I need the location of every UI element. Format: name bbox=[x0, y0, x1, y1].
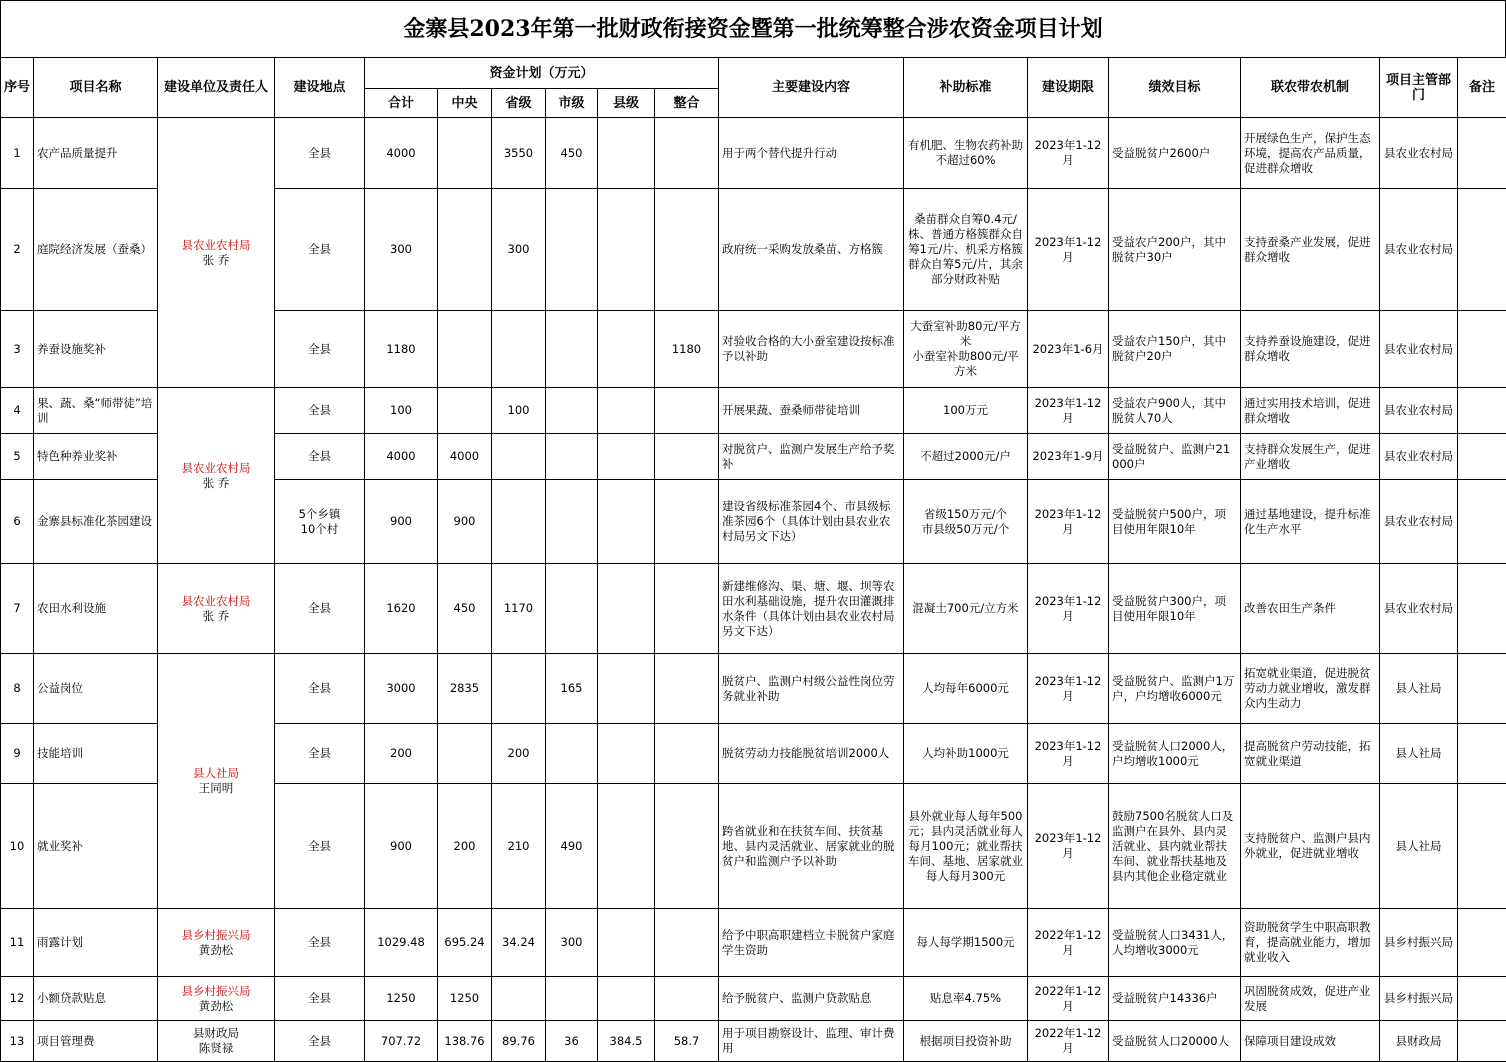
cell-county bbox=[598, 118, 655, 189]
cell-total: 4000 bbox=[365, 434, 438, 480]
cell-city bbox=[546, 388, 598, 434]
cell-central: 900 bbox=[438, 480, 492, 564]
cell-standard: 混凝土700元/立方米 bbox=[904, 564, 1028, 654]
cell-seq: 3 bbox=[1, 311, 34, 388]
header-name: 项目名称 bbox=[34, 58, 158, 118]
header-location: 建设地点 bbox=[275, 58, 365, 118]
cell-content: 用于两个替代提升行动 bbox=[719, 118, 904, 189]
cell-total: 200 bbox=[365, 724, 438, 784]
cell-period: 2023年1-12月 bbox=[1028, 784, 1109, 909]
cell-total: 1250 bbox=[365, 977, 438, 1021]
unit-person: 王同明 bbox=[198, 781, 234, 795]
unit-org: 县乡村振兴局 bbox=[181, 983, 251, 998]
cell-name: 金寨县标准化茶园建设 bbox=[34, 480, 158, 564]
cell-location: 全县 bbox=[275, 1021, 365, 1062]
cell-dept: 县农业农村局 bbox=[1380, 388, 1458, 434]
cell-period: 2023年1-12月 bbox=[1028, 118, 1109, 189]
cell-county bbox=[598, 388, 655, 434]
cell-seq: 11 bbox=[1, 909, 34, 977]
cell-dept: 县人社局 bbox=[1380, 724, 1458, 784]
cell-name: 庭院经济发展（蚕桑） bbox=[34, 189, 158, 311]
cell-content: 脱贫户、监测户村级公益性岗位劳务就业补助 bbox=[719, 654, 904, 724]
cell-unit bbox=[158, 388, 275, 564]
cell-note bbox=[1458, 654, 1506, 724]
cell-central: 4000 bbox=[438, 434, 492, 480]
unit-org: 县人社局 bbox=[193, 766, 239, 780]
header-total: 合计 bbox=[365, 89, 438, 118]
unit-person: 张 乔 bbox=[202, 608, 230, 623]
cell-mechanism: 资助脱贫学生中职高职教育，提高就业能力，增加就业收入 bbox=[1241, 909, 1380, 977]
cell-content: 给予脱贫户、监测户贷款贴息 bbox=[719, 977, 904, 1021]
cell-content: 给予中职高职建档立卡脱贫户家庭学生资助 bbox=[719, 909, 904, 977]
cell-note bbox=[1458, 118, 1506, 189]
cell-standard: 人均每年6000元 bbox=[904, 654, 1028, 724]
cell-content: 建设省级标准茶园4个、市县级标准茶园6个（具体计划由县农业农村局另文下达） bbox=[719, 480, 904, 564]
cell-integrated bbox=[655, 654, 719, 724]
cell-mechanism: 提高脱贫户劳动技能，拓宽就业渠道 bbox=[1241, 724, 1380, 784]
cell-central: 1250 bbox=[438, 977, 492, 1021]
cell-province: 34.24 bbox=[492, 909, 546, 977]
cell-content: 脱贫劳动力技能脱贫培训2000人 bbox=[719, 724, 904, 784]
cell-city bbox=[546, 564, 598, 654]
cell-total: 1180 bbox=[365, 311, 438, 388]
cell-total: 300 bbox=[365, 189, 438, 311]
header-integrated: 整合 bbox=[655, 89, 719, 118]
cell-total: 4000 bbox=[365, 118, 438, 189]
unit-person: 黄劲松 bbox=[198, 942, 234, 957]
header-seq: 序号 bbox=[1, 58, 34, 118]
cell-note bbox=[1458, 311, 1506, 388]
cell-total: 900 bbox=[365, 480, 438, 564]
cell-location: 5个乡镇 10个村 bbox=[275, 480, 365, 564]
cell-seq: 9 bbox=[1, 724, 34, 784]
cell-seq: 10 bbox=[1, 784, 34, 909]
header-mechanism: 联农带农机制 bbox=[1241, 58, 1380, 118]
cell-period: 2023年1-12月 bbox=[1028, 388, 1109, 434]
cell-mechanism: 改善农田生产条件 bbox=[1241, 564, 1380, 654]
cell-central: 2835 bbox=[438, 654, 492, 724]
cell-county: 384.5 bbox=[598, 1021, 655, 1062]
cell-integrated bbox=[655, 564, 719, 654]
cell-dept: 县乡村振兴局 bbox=[1380, 977, 1458, 1021]
cell-goal: 受益农户150户，其中脱贫户20户 bbox=[1109, 311, 1241, 388]
cell-name: 公益岗位 bbox=[34, 654, 158, 724]
cell-province: 200 bbox=[492, 724, 546, 784]
cell-standard: 大蚕室补助80元/平方米 小蚕室补助800元/平方米 bbox=[904, 311, 1028, 388]
cell-period: 2022年1-12月 bbox=[1028, 1021, 1109, 1062]
cell-mechanism: 开展绿色生产，保护生态环境，提高农产品质量，促进群众增收 bbox=[1241, 118, 1380, 189]
cell-county bbox=[598, 977, 655, 1021]
header-city: 市级 bbox=[546, 89, 598, 118]
header-period: 建设期限 bbox=[1028, 58, 1109, 118]
cell-standard: 桑苗群众自筹0.4元/株、普通方格簇群众自筹1元/片、机采方格簇群众自筹5元/片，其余部分财政补贴 bbox=[904, 189, 1028, 311]
cell-period: 2022年1-12月 bbox=[1028, 977, 1109, 1021]
cell-city bbox=[546, 434, 598, 480]
cell-province: 89.76 bbox=[492, 1021, 546, 1062]
cell-location: 全县 bbox=[275, 311, 365, 388]
cell-name: 农田水利设施 bbox=[34, 564, 158, 654]
cell-content: 跨省就业和在扶贫车间、扶贫基地、县内灵活就业、居家就业的脱贫户和监测户予以补助 bbox=[719, 784, 904, 909]
header-central: 中央 bbox=[438, 89, 492, 118]
cell-period: 2023年1-12月 bbox=[1028, 480, 1109, 564]
cell-county bbox=[598, 311, 655, 388]
header-note: 备注 bbox=[1458, 58, 1506, 118]
cell-note bbox=[1458, 480, 1506, 564]
cell-name: 小额贷款贴息 bbox=[34, 977, 158, 1021]
cell-county bbox=[598, 189, 655, 311]
header-unit: 建设单位及责任人 bbox=[158, 58, 275, 118]
cell-location: 全县 bbox=[275, 977, 365, 1021]
cell-mechanism: 通过实用技术培训，促进群众增收 bbox=[1241, 388, 1380, 434]
cell-county bbox=[598, 480, 655, 564]
cell-county bbox=[598, 654, 655, 724]
cell-seq: 5 bbox=[1, 434, 34, 480]
cell-integrated: 1180 bbox=[655, 311, 719, 388]
cell-integrated bbox=[655, 189, 719, 311]
cell-seq: 12 bbox=[1, 977, 34, 1021]
cell-mechanism: 通过基地建设，提升标准化生产水平 bbox=[1241, 480, 1380, 564]
cell-city bbox=[546, 724, 598, 784]
cell-standard: 有机肥、生物农药补助不超过60% bbox=[904, 118, 1028, 189]
cell-unit bbox=[158, 118, 275, 388]
header-funds: 资金计划（万元） bbox=[365, 58, 719, 89]
cell-note bbox=[1458, 434, 1506, 480]
cell-central bbox=[438, 388, 492, 434]
cell-name: 就业奖补 bbox=[34, 784, 158, 909]
cell-province bbox=[492, 977, 546, 1021]
cell-unit bbox=[158, 654, 275, 909]
cell-goal: 鼓励7500名脱贫人口及监测户在县外、县内灵活就业、县内就业帮扶车间、就业帮扶基地及县内其他企业稳定就业 bbox=[1109, 784, 1241, 909]
cell-standard: 县外就业每人每年500元；县内灵活就业每人每月100元；就业帮扶车间、基地、居家就业每人每月300元 bbox=[904, 784, 1028, 909]
cell-location: 全县 bbox=[275, 388, 365, 434]
cell-name: 农产品质量提升 bbox=[34, 118, 158, 189]
cell-central: 200 bbox=[438, 784, 492, 909]
cell-seq: 7 bbox=[1, 564, 34, 654]
cell-integrated bbox=[655, 724, 719, 784]
cell-note bbox=[1458, 388, 1506, 434]
header-standard: 补助标准 bbox=[904, 58, 1028, 118]
cell-note bbox=[1458, 1021, 1506, 1062]
cell-goal: 受益农户200户，其中脱贫户30户 bbox=[1109, 189, 1241, 311]
cell-period: 2023年1-6月 bbox=[1028, 311, 1109, 388]
cell-dept: 县人社局 bbox=[1380, 784, 1458, 909]
cell-name: 技能培训 bbox=[34, 724, 158, 784]
cell-total: 900 bbox=[365, 784, 438, 909]
cell-central: 695.24 bbox=[438, 909, 492, 977]
cell-dept: 县农业农村局 bbox=[1380, 564, 1458, 654]
cell-dept: 县农业农村局 bbox=[1380, 189, 1458, 311]
cell-standard: 根据项目投资补助 bbox=[904, 1021, 1028, 1062]
cell-province bbox=[492, 480, 546, 564]
cell-mechanism: 支持蚕桑产业发展，促进群众增收 bbox=[1241, 189, 1380, 311]
cell-goal: 受益脱贫人口20000人 bbox=[1109, 1021, 1241, 1062]
cell-standard: 省级150万元/个 市县级50万元/个 bbox=[904, 480, 1028, 564]
cell-province: 3550 bbox=[492, 118, 546, 189]
cell-central bbox=[438, 311, 492, 388]
cell-county bbox=[598, 784, 655, 909]
cell-name: 项目管理费 bbox=[34, 1021, 158, 1062]
cell-city bbox=[546, 977, 598, 1021]
unit-person: 张 乔 bbox=[202, 252, 230, 267]
table-row bbox=[1, 977, 1506, 1021]
cell-standard: 人均补助1000元 bbox=[904, 724, 1028, 784]
cell-goal: 受益脱贫户300户，项目使用年限10年 bbox=[1109, 564, 1241, 654]
cell-central: 138.76 bbox=[438, 1021, 492, 1062]
cell-mechanism: 支持养蚕设施建设，促进群众增收 bbox=[1241, 311, 1380, 388]
cell-county bbox=[598, 724, 655, 784]
cell-location: 全县 bbox=[275, 118, 365, 189]
cell-county bbox=[598, 434, 655, 480]
unit-person: 陈贤禄 bbox=[198, 1041, 234, 1055]
cell-city bbox=[546, 189, 598, 311]
cell-note bbox=[1458, 564, 1506, 654]
header-province: 省级 bbox=[492, 89, 546, 118]
cell-province: 210 bbox=[492, 784, 546, 909]
cell-location: 全县 bbox=[275, 564, 365, 654]
cell-seq: 6 bbox=[1, 480, 34, 564]
cell-integrated bbox=[655, 784, 719, 909]
cell-province: 100 bbox=[492, 388, 546, 434]
unit-person: 张 乔 bbox=[202, 475, 230, 490]
cell-period: 2023年1-12月 bbox=[1028, 724, 1109, 784]
cell-seq: 13 bbox=[1, 1021, 34, 1062]
cell-name: 雨露计划 bbox=[34, 909, 158, 977]
table-body bbox=[1, 118, 1506, 1062]
cell-province bbox=[492, 311, 546, 388]
cell-city: 165 bbox=[546, 654, 598, 724]
cell-goal: 受益脱贫户500户，项目使用年限10年 bbox=[1109, 480, 1241, 564]
cell-location: 全县 bbox=[275, 724, 365, 784]
cell-county bbox=[598, 909, 655, 977]
cell-city: 450 bbox=[546, 118, 598, 189]
unit-org: 县农业农村局 bbox=[181, 460, 251, 475]
cell-note bbox=[1458, 909, 1506, 977]
cell-mechanism: 保障项目建设成效 bbox=[1241, 1021, 1380, 1062]
cell-dept: 县农业农村局 bbox=[1380, 118, 1458, 189]
cell-goal: 受益脱贫人口3431人，人均增收3000元 bbox=[1109, 909, 1241, 977]
cell-integrated: 58.7 bbox=[655, 1021, 719, 1062]
cell-province: 1170 bbox=[492, 564, 546, 654]
header-content: 主要建设内容 bbox=[719, 58, 904, 118]
sheet-title: 金寨县2023年第一批财政衔接资金暨第一批统筹整合涉农资金项目计划 bbox=[0, 0, 1506, 57]
cell-unit bbox=[158, 564, 275, 654]
cell-note bbox=[1458, 724, 1506, 784]
cell-content: 用于项目勘察设计、监理、审计费用 bbox=[719, 1021, 904, 1062]
cell-goal: 受益脱贫户14336户 bbox=[1109, 977, 1241, 1021]
cell-goal: 受益脱贫人口2000人，户均增收1000元 bbox=[1109, 724, 1241, 784]
cell-goal: 受益脱贫户、监测户21000户 bbox=[1109, 434, 1241, 480]
cell-location: 全县 bbox=[275, 654, 365, 724]
table-row bbox=[1, 388, 1506, 434]
cell-standard: 贴息率4.75% bbox=[904, 977, 1028, 1021]
cell-name: 养蚕设施奖补 bbox=[34, 311, 158, 388]
table-row bbox=[1, 118, 1506, 189]
cell-location: 全县 bbox=[275, 189, 365, 311]
cell-seq: 4 bbox=[1, 388, 34, 434]
cell-location: 全县 bbox=[275, 909, 365, 977]
cell-content: 政府统一采购发放桑苗、方格簇 bbox=[719, 189, 904, 311]
cell-period: 2023年1-9月 bbox=[1028, 434, 1109, 480]
cell-unit bbox=[158, 909, 275, 977]
cell-county bbox=[598, 564, 655, 654]
cell-total: 1620 bbox=[365, 564, 438, 654]
header-dept: 项目主管部门 bbox=[1380, 58, 1458, 118]
cell-dept: 县人社局 bbox=[1380, 654, 1458, 724]
cell-city: 490 bbox=[546, 784, 598, 909]
cell-central bbox=[438, 118, 492, 189]
cell-standard: 每人每学期1500元 bbox=[904, 909, 1028, 977]
cell-note bbox=[1458, 784, 1506, 909]
cell-mechanism: 拓宽就业渠道，促进脱贫劳动力就业增收，激发群众内生动力 bbox=[1241, 654, 1380, 724]
cell-seq: 2 bbox=[1, 189, 34, 311]
cell-content: 对脱贫户、监测户发展生产给予奖补 bbox=[719, 434, 904, 480]
cell-mechanism: 巩固脱贫成效，促进产业发展 bbox=[1241, 977, 1380, 1021]
cell-dept: 县乡村振兴局 bbox=[1380, 909, 1458, 977]
cell-city bbox=[546, 480, 598, 564]
cell-note bbox=[1458, 977, 1506, 1021]
cell-central: 450 bbox=[438, 564, 492, 654]
cell-seq: 1 bbox=[1, 118, 34, 189]
cell-total: 100 bbox=[365, 388, 438, 434]
cell-dept: 县农业农村局 bbox=[1380, 480, 1458, 564]
cell-integrated bbox=[655, 434, 719, 480]
cell-period: 2022年1-12月 bbox=[1028, 909, 1109, 977]
project-table bbox=[0, 57, 1506, 1062]
header-goal: 绩效目标 bbox=[1109, 58, 1241, 118]
cell-mechanism: 支持群众发展生产，促进产业增收 bbox=[1241, 434, 1380, 480]
unit-org: 县农业农村局 bbox=[181, 593, 251, 608]
cell-integrated bbox=[655, 480, 719, 564]
cell-total: 3000 bbox=[365, 654, 438, 724]
cell-integrated bbox=[655, 388, 719, 434]
cell-location: 全县 bbox=[275, 434, 365, 480]
cell-central bbox=[438, 189, 492, 311]
cell-city: 300 bbox=[546, 909, 598, 977]
cell-dept: 县财政局 bbox=[1380, 1021, 1458, 1062]
cell-content: 对验收合格的大小蚕室建设按标准予以补助 bbox=[719, 311, 904, 388]
cell-location: 全县 bbox=[275, 784, 365, 909]
cell-name: 果、蔬、桑“师带徒”培训 bbox=[34, 388, 158, 434]
cell-content: 新建维修沟、渠、塘、堰、坝等农田水利基础设施，提升农田灌溉排水条件（具体计划由县农业农村局另文下达） bbox=[719, 564, 904, 654]
cell-dept: 县农业农村局 bbox=[1380, 311, 1458, 388]
cell-province bbox=[492, 434, 546, 480]
cell-province: 300 bbox=[492, 189, 546, 311]
table-row bbox=[1, 1021, 1506, 1062]
cell-city bbox=[546, 311, 598, 388]
unit-org: 县农业农村局 bbox=[181, 237, 251, 252]
cell-goal: 受益农户900人，其中脱贫人70人 bbox=[1109, 388, 1241, 434]
table-row bbox=[1, 909, 1506, 977]
cell-integrated bbox=[655, 977, 719, 1021]
cell-mechanism: 支持脱贫户、监测户县内外就业，促进就业增收 bbox=[1241, 784, 1380, 909]
cell-goal: 受益脱贫户2600户 bbox=[1109, 118, 1241, 189]
cell-note bbox=[1458, 189, 1506, 311]
cell-total: 1029.48 bbox=[365, 909, 438, 977]
cell-period: 2023年1-12月 bbox=[1028, 189, 1109, 311]
cell-seq: 8 bbox=[1, 654, 34, 724]
cell-total: 707.72 bbox=[365, 1021, 438, 1062]
cell-name: 特色种养业奖补 bbox=[34, 434, 158, 480]
cell-central bbox=[438, 724, 492, 784]
header-county: 县级 bbox=[598, 89, 655, 118]
unit-person: 黄劲松 bbox=[198, 998, 234, 1013]
cell-integrated bbox=[655, 118, 719, 189]
cell-period: 2023年1-12月 bbox=[1028, 564, 1109, 654]
cell-unit bbox=[158, 977, 275, 1021]
cell-city: 36 bbox=[546, 1021, 598, 1062]
cell-dept: 县农业农村局 bbox=[1380, 434, 1458, 480]
cell-period: 2023年1-12月 bbox=[1028, 654, 1109, 724]
cell-standard: 100万元 bbox=[904, 388, 1028, 434]
cell-integrated bbox=[655, 909, 719, 977]
table-row bbox=[1, 654, 1506, 724]
unit-org: 县乡村振兴局 bbox=[181, 927, 251, 942]
cell-unit bbox=[158, 1021, 275, 1062]
unit-org: 县财政局 bbox=[193, 1026, 239, 1040]
cell-province bbox=[492, 654, 546, 724]
cell-standard: 不超过2000元/户 bbox=[904, 434, 1028, 480]
cell-content: 开展果蔬、蚕桑师带徒培训 bbox=[719, 388, 904, 434]
cell-goal: 受益脱贫户、监测户1万户，户均增收6000元 bbox=[1109, 654, 1241, 724]
table-row bbox=[1, 564, 1506, 654]
